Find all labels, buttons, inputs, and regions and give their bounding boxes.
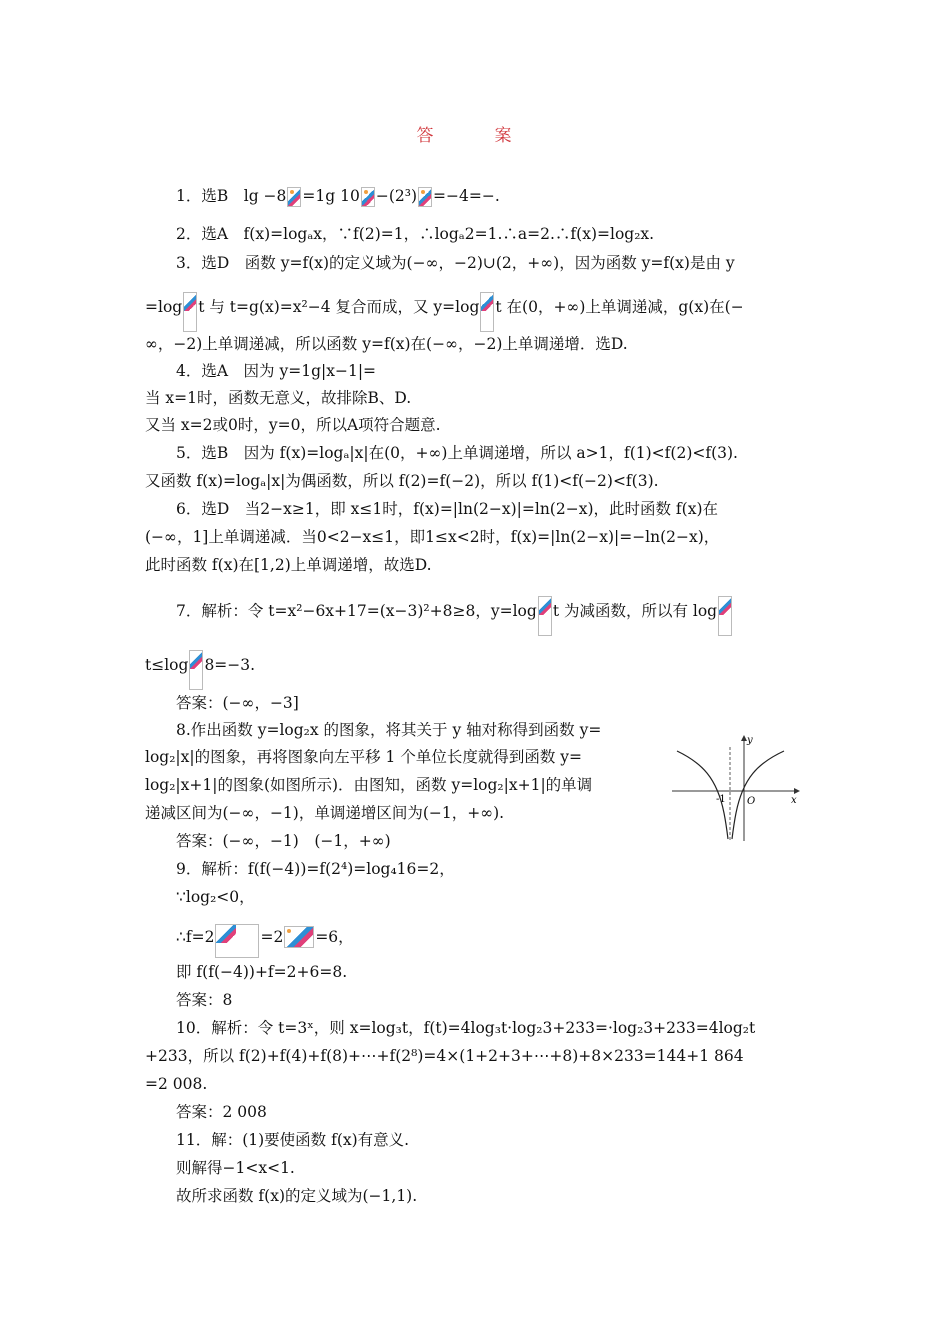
answer-line: 则解得−1<x<1. bbox=[176, 1159, 295, 1177]
answer-line: 答案：(−∞，−1) (−1，+∞) bbox=[176, 832, 391, 850]
answer-line: 递减区间为(−∞，−1)，单调递增区间为(−1，+∞). bbox=[145, 804, 505, 822]
answer-line: 即 f(f(−4))+f=2+6=8. bbox=[176, 963, 348, 981]
answer-line: 11．解：(1)要使函数 f(x)有意义. bbox=[176, 1131, 410, 1149]
answer-line: log₂|x+1|的图象(如图所示)．由图知，函数 y=log₂|x+1|的单调 bbox=[145, 776, 593, 794]
right-curve bbox=[732, 751, 784, 839]
answer-line: 当 x=1时，函数无意义，故排除B、D. bbox=[145, 389, 412, 407]
formula-image-icon bbox=[284, 926, 314, 948]
formula-image-icon bbox=[215, 924, 259, 958]
answer-line: 8.作出函数 y=log₂x 的图象，将其关于 y 轴对称得到函数 y= bbox=[176, 721, 602, 739]
formula-image-icon bbox=[480, 292, 494, 332]
formula-image-icon bbox=[183, 292, 197, 332]
answer-line: 答案：2 008 bbox=[176, 1103, 267, 1121]
y-axis-label: y bbox=[747, 735, 753, 746]
origin-label: O bbox=[747, 796, 756, 807]
answer-line: 答案：(−∞，−3] bbox=[176, 694, 299, 712]
formula-image-icon bbox=[189, 650, 203, 690]
formula-image-icon bbox=[287, 187, 301, 207]
answer-line: 此时函数 f(x)在[1,2)上单调递增，故选D. bbox=[145, 556, 432, 574]
answer-line: ∴f=2 =2 =6， bbox=[176, 924, 354, 958]
answer-line: 答案：8 bbox=[176, 991, 233, 1009]
answer-line: 6．选D 当2−x≥1，即 x≤1时，f(x)=|ln(2−x)|=ln(2−x)，此时函数 f(x)在 bbox=[176, 500, 718, 518]
answer-line: 2．选A f(x)=logₐx，∵f(2)=1，∴logₐ2=1.∴a=2.∴f(x)=log₂x. bbox=[176, 225, 655, 243]
answer-line: +233，所以 f(2)+f(4)+f(8)+⋯+f(2⁸)=4×(1+2+3+⋯+8)+8×233=144+1 864 bbox=[145, 1047, 744, 1065]
formula-image-icon bbox=[418, 187, 432, 207]
answer-line: 4．选A 因为 y=1g|x−1|= bbox=[176, 362, 377, 380]
answer-line: 5．选B 因为 f(x)=logₐ|x|在(0，+∞)上单调递增，所以 a>1，f(1)<f(2)<f(3). bbox=[176, 444, 738, 462]
formula-image-icon bbox=[718, 596, 732, 636]
answer-line: ∵log₂<0， bbox=[176, 888, 255, 906]
x-axis-label: x bbox=[791, 795, 797, 806]
answer-line: 故所求函数 f(x)的定义域为(−1,1). bbox=[176, 1187, 418, 1205]
answer-line: 9．解析：f(f(−4))=f(2⁴)=log₄16=2， bbox=[176, 860, 455, 878]
page-title: 答 案 bbox=[416, 126, 534, 146]
log-graph-figure bbox=[672, 733, 802, 843]
answer-line: 又函数 f(x)=logₐ|x|为偶函数，所以 f(2)=f(−2)，所以 f(1)<f(−2)<f(3). bbox=[145, 472, 659, 490]
x-axis-arrow-icon bbox=[794, 788, 800, 794]
answer-line: ∞，−2)上单调递减，所以函数 y=f(x)在(−∞，−2)上单调递增．选D. bbox=[145, 335, 628, 353]
answer-line: (−∞，1]上单调递减．当0<2−x≤1，即1≤x<2时，f(x)=|ln(2−x)|=−ln(2−x)， bbox=[145, 528, 720, 546]
minus-one-label: -1 bbox=[716, 794, 726, 805]
answer-line: 10．解析：令 t=3ˣ，则 x=log₃t，f(t)=4log₃t·log₂3+233=·log₂3+233=4log₂t bbox=[176, 1019, 756, 1037]
answer-line: log₂|x|的图象，再将图象向左平移 1 个单位长度就得到函数 y= bbox=[145, 748, 582, 766]
answer-line: 1．选B lg −8 =1g 10 −(2³) =−4=−. bbox=[176, 187, 500, 205]
answer-1-text: 1．选B lg −8 bbox=[176, 187, 287, 205]
answer-line: =2 008. bbox=[145, 1075, 208, 1093]
answer-line: 7．解析：令 t=x²−6x+17=(x−3)²+8≥8，y=log t 为减函数，所以有 log bbox=[176, 596, 733, 636]
answer-line: 又当 x=2或0时，y=0，所以A项符合题意. bbox=[145, 416, 441, 434]
answer-line: =log t 与 t=g(x)=x²−4 复合而成，又 y=log t 在(0，+∞)上单调递减，g(x)在(− bbox=[145, 292, 744, 332]
formula-image-icon bbox=[361, 187, 375, 207]
answer-line: 3．选D 函数 y=f(x)的定义域为(−∞，−2)∪(2，+∞)，因为函数 y=f(x)是由 y bbox=[176, 254, 735, 272]
answer-line: t≤log 8=−3. bbox=[145, 650, 255, 690]
formula-image-icon bbox=[538, 596, 552, 636]
